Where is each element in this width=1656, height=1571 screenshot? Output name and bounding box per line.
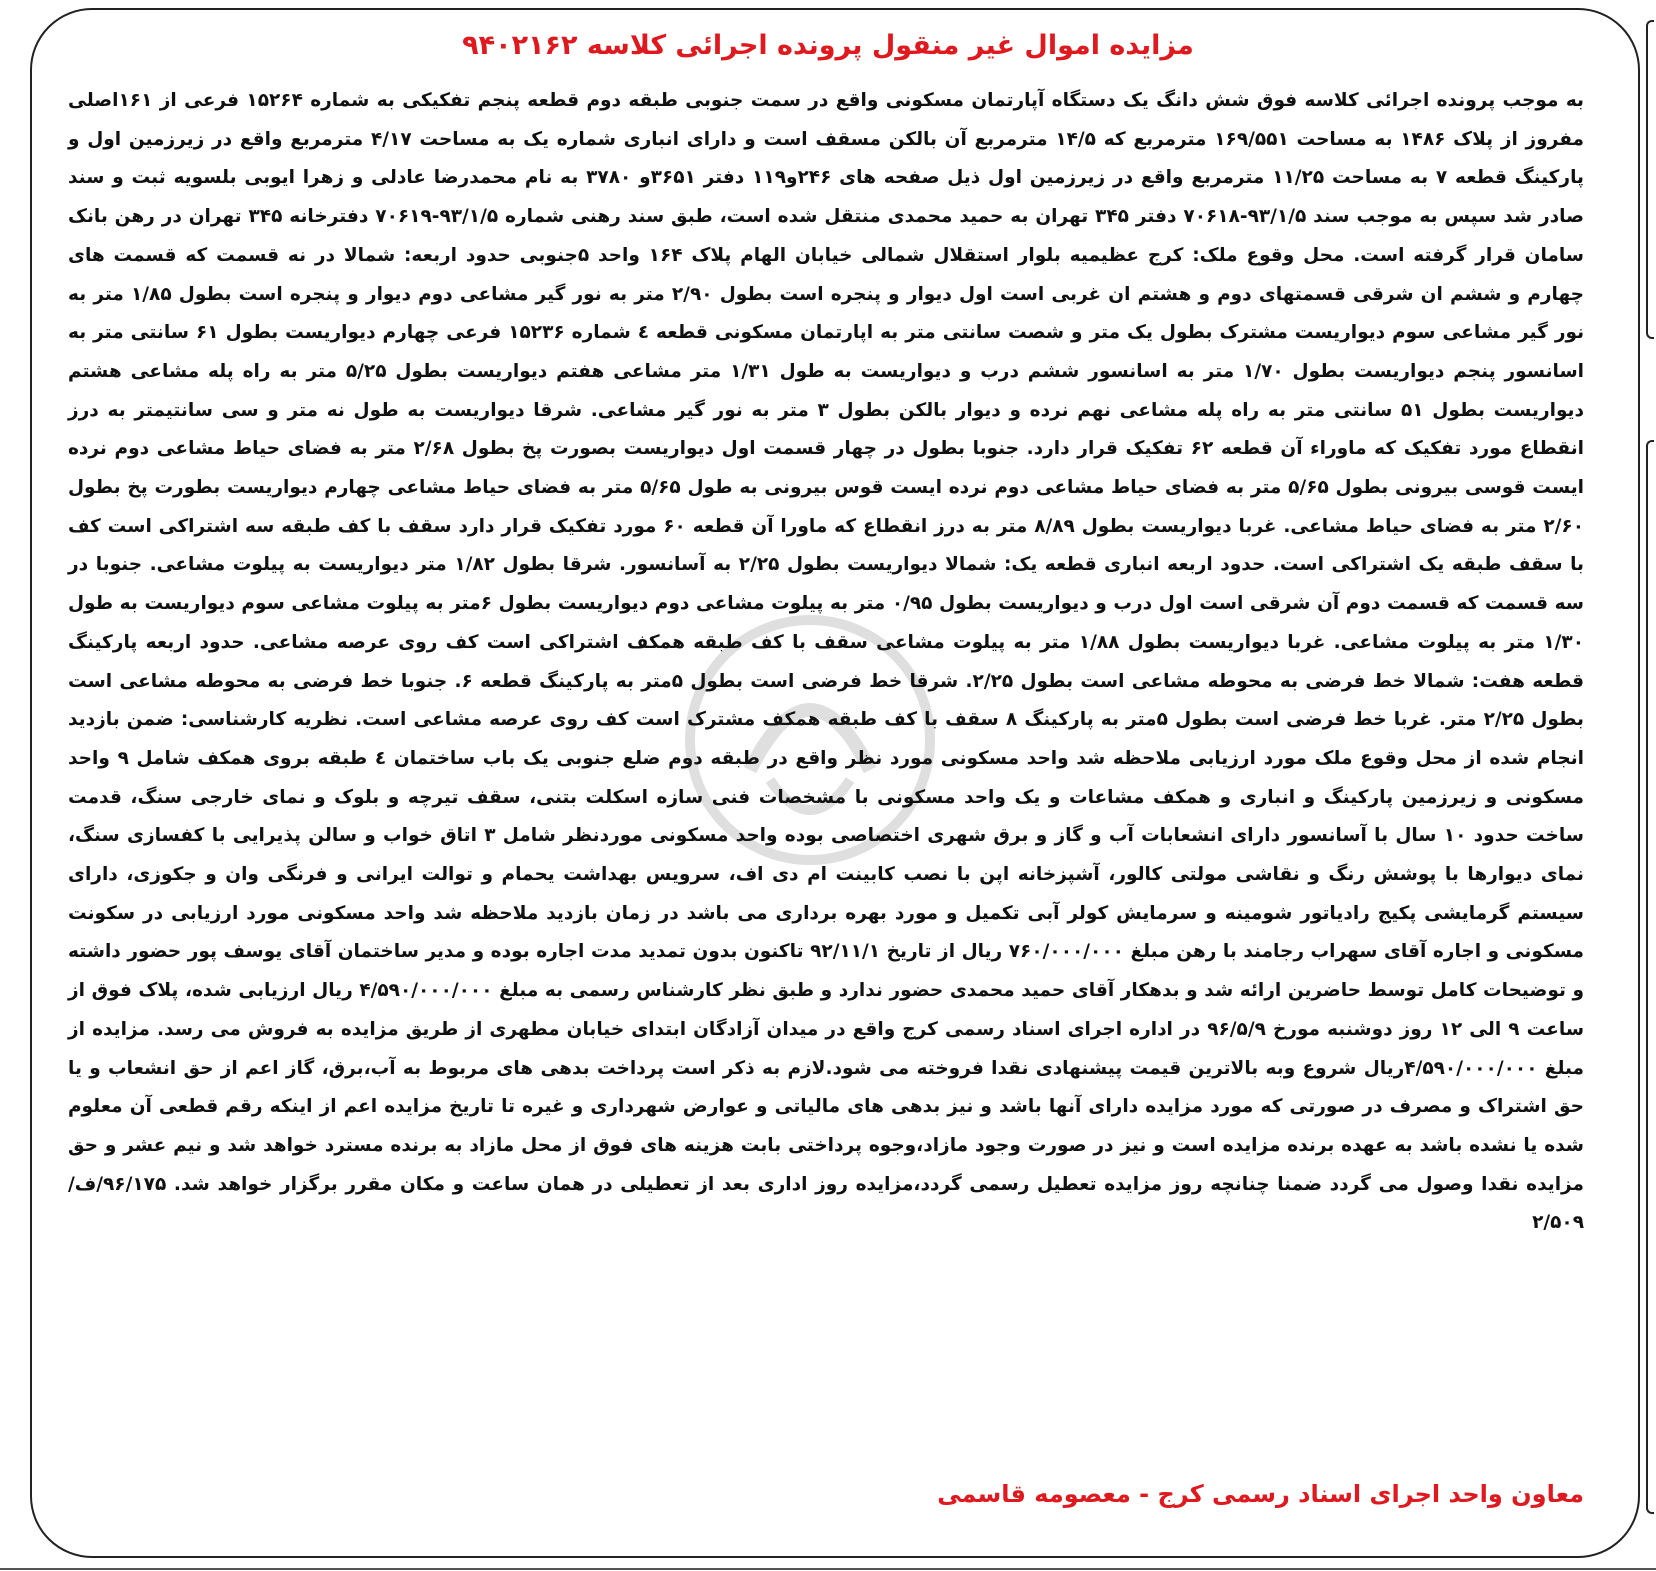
- notice-body: به موجب پرونده اجرائی کلاسه فوق شش دانگ یک دستگاه آپارتمان مسکونی واقع در سمت جنوبی طبقه دوم قطعه پنجم تفکیکی به شماره ۱۵۲۶۴ فرعی از ۱۶۱اصلی مفروز از پلاک ۱۴۸۶ به مساحت ۱۶۹/۵۵۱ مترمربع که ۱۴/۵ مترمربع آن بالکن مسقف است و دارای انباری شماره یک به مساحت ۴/۱۷ مترمربع واقع در زیرزمین اول و پارکینگ قطعه ۷ به مساحت ۱۱/۲۵ مترمربع واقع در زیرزمین اول ذیل صفحه های ۲۴۶و۱۱۹ دفتر ۳۶۵۱و ۳۷۸۰ به نام محمدرضا عادلی و زهرا ایوبی بلسویه ثبت و سند صادر شد سپس به موجب سند ۹۳/۱/۵-۷۰۶۱۸ دفتر ۳۴۵ تهران به حمید محمدی منتقل شده است، طبق سند رهنی شماره ۹۳/۱/۵-۷۰۶۱۹ دفترخانه ۳۴۵ تهران در رهن بانک سامان قرار گرفته است. محل وقوع ملک: کرج عظیمیه بلوار استقلال شمالی خیابان الهام پلاک ۱۶۴ واحد ۵جنوبی حدود اربعه: شمالا در نه قسمت که قسمت های چهارم و ششم ان شرقی قسمتهای دوم و هشتم ان غربی است اول دیوار و پنجره است بطول ۲/۹۰ متر به نور گیر مشاعی دوم دیوار و پنجره است بطول ۱/۸۵ متر به نور گیر مشاعی سوم دیواریست مشترک بطول یک متر و شصت سانتی متر به اپارتمان مسکونی قطعه ٤ شماره ۱۵۲۳۶ فرعی چهارم دیواریست بطول ۶۱ سانتی متر به اسانسور پنجم دیواریست بطول ۱/۷۰ متر به اسانسور ششم درب و دیواریست به طول ۱/۳۱ متر مشاعی هفتم دیواریست بطول ۵/۲۵ متر به راه پله مشاعی هشتم دیواریست بطول ۵۱ سانتی متر به راه پله مشاعی نهم نرده و دیوار بالکن بطول ۳ متر به نور گیر مشاعی. شرقا دیواریست به طول نه متر و سی سانتیمتر به درز انقطاع مورد تفکیک که ماوراء آن قطعه ۶۲ تفکیک قرار دارد. جنوبا بطول در چهار قسمت اول دیواریست بصورت پخ بطول ۲/۶۸ متر به فضای حیاط مشاعی دوم نرده ایست قوسی بیرونی بطول ۵/۶۵ متر به فضای حیاط مشاعی دوم نرده ایست قوس بیرونی به طول ۵/۶۵ متر به فضای حیاط مشاعی چهارم دیواریست بطورت پخ بطول ۲/۶۰ متر به فضای حیاط مشاعی. غربا دیواریست بطول ۸/۸۹ متر به درز انقطاع که ماورا آن قطعه ۶۰ مورد تفکیک قرار دارد سقف با کف طبقه سه اشتراکی است کف با سقف طبقه یک اشتراکی است. حدود اربعه انباری قطعه یک: شمالا دیواریست بطول ۲/۲۵ به آسانسور. شرقا بطول ۱/۸۲ متر دیواریست به پیلوت مشاعی. جنوبا در سه قسمت که قسمت دوم آن شرقی است اول درب و دیواریست بطول ۰/۹۵ متر به پیلوت مشاعی دوم دیواریست بطول ۶متر به پیلوت مشاعی سوم دیواریست به طول ۱/۳۰ متر به پیلوت مشاعی. غربا دیواریست بطول ۱/۸۸ متر به پیلوت مشاعی سقف با کف طبقه همکف اشتراکی است کف روی عرصه مشاعی. حدود اربعه پارکینگ قطعه هفت: شمالا خط فرضی به محوطه مشاعی است بطول ۲/۲۵. شرقا خط فرضی است بطول ۵متر به پارکینگ قطعه ۶. جنوبا خط فرضی به محوطه مشاعی است بطول ۲/۲۵ متر. غربا خط فرضی است بطول ۵متر به پارکینگ ۸ سقف با کف طبقه همکف مشترک است کف روی عرصه مشاعی است. نظریه کارشناسی: ضمن بازدید انجام شده از محل وقوع ملک مورد ارزیابی ملاحظه شد واحد مسکونی مورد نظر واقع در طبقه دوم ضلع جنوبی یک باب ساختمان ٤ طبقه بروی همکف شامل ۹ واحد مسکونی و زیرزمین پارکینگ و انباری و همکف مشاعات و یک واحد مسکونی با مشخصات فنی سازه اسکلت بتنی، سقف تیرچه و بلوک و نمای خارجی سنگ، قدمت ساخت حدود ۱۰ سال با آسانسور دارای انشعابات آب و گاز و برق شهری اختصاصی بوده واحد مسکونی موردنظر شامل ۳ اتاق خواب و سالن پذیرایی با کفسازی سنگ، نمای دیوارها با پوشش رنگ و نقاشی مولتی کالور، آشپزخانه اپن با نصب کابینت ام دی اف، سرویس بهداشت یحمام و توالت ایرانی و فرنگی وان و جکوزی، دارای سیستم گرمایشی پکیج رادیاتور شومینه و سرمایش کولر آبی تکمیل و مورد بهره برداری می باشد در زمان بازدید ملاحظه شد واحد مسکونی مورد ارزیابی در سکونت مسکونی و اجاره آقای سهراب رجامند با رهن مبلغ ۷۶۰/۰۰۰/۰۰۰ ریال از تاریخ ۹۲/۱۱/۱ تاکنون بدون تمدید مدت اجاره بوده و مدیر ساختمان آقای یوسف پور حضور داشته و توضیحات کامل توسط حاضرین ارائه شد و بدهکار آقای حمید محمدی حضور ندارد و طبق نظر کارشناس رسمی به مبلغ ۴/۵۹۰/۰۰۰/۰۰۰ ریال ارزیابی شده، پلاک فوق از ساعت ۹ الی ۱۲ روز دوشنبه مورخ ۹۶/۵/۹ در اداره اجرای اسناد رسمی کرج واقع در میدان آزادگان ابتدای خیابان مطهری از طریق مزایده به فروش می رسد. مزایده از مبلغ ۴/۵۹۰/۰۰۰/۰۰۰ریال شروع وبه بالاترین قیمت پیشنهادی نقدا فروخته می شود.لازم به ذکر است پرداخت بدهی های مربوط به آب،برق، گاز اعم از حق انشعاب و یا حق اشتراک و مصرف در صورتی که مورد مزایده دارای آنها باشد و نیز بدهی های مالیاتی و عوارض شهرداری و غیره تا تاریخ مزایده اعم از اینکه رقم قطعی آن معلوم شده یا نشده باشد به عهده برنده مزایده است و نیز در صورت وجود مازاد،وجوه پرداختی بابت هزینه های فوق از محل مازاد به برنده مسترد خواهد شد و نیم عشر و حق مزایده نقدا وصول می گردد ضمنا چنانچه روز مزایده تعطیل رسمی گردد،مزایده روز اداری بعد از تعطیلی در همان ساعت و مکان مقرر برگزار خواهد شد. ۹۶/۱۷۵/ف/۲/۵۰۹: [68, 90, 1585, 1234]
- notice-signature: معاون واحد اجرای اسناد رسمی کرج - معصومه قاسمی: [937, 1480, 1584, 1508]
- notice-title: مزایده اموال غیر منقول پرونده اجرائی کلاسه ۹۴۰۲۱۶۲: [462, 30, 1194, 61]
- side-bracket-bottom: [1646, 440, 1654, 1514]
- page-divider: [0, 1568, 1656, 1570]
- side-bracket-top: [1646, 20, 1654, 339]
